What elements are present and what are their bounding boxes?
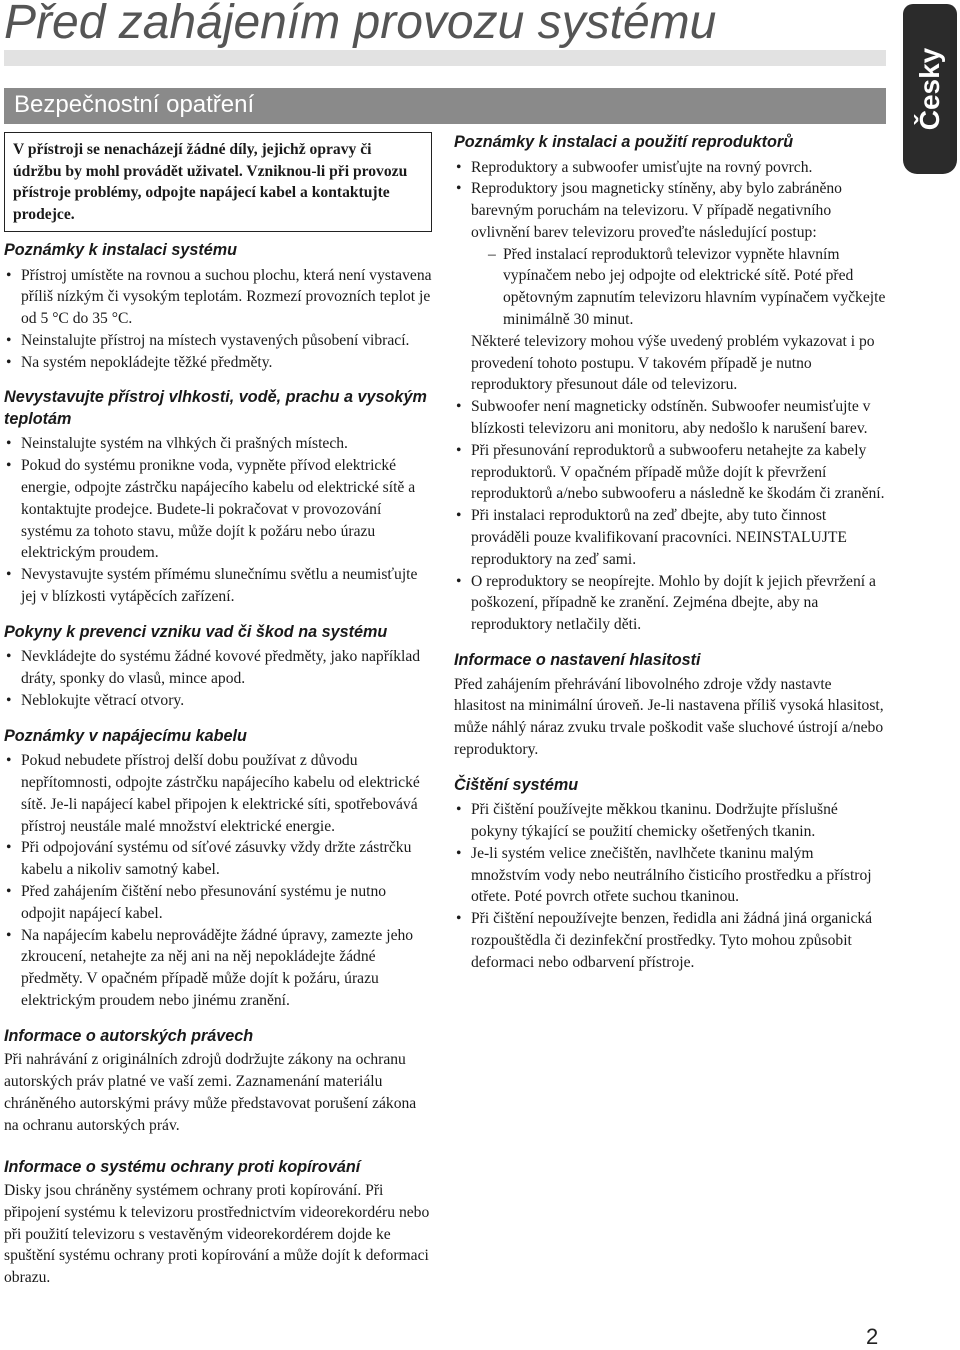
list-item: • Nevkládejte do systému žádné kovové předměty, jako například dráty, sponky do vlasů, mince apod. [4,646,432,690]
section-title: Bezpečnostní opatření [14,91,255,118]
list-item: • Pokud do systému pronikne voda, vypněte přívod elektrické energie, odpojte zástrčku napájecího kabelu od elektrické sítě a kontaktujte prodejce. Budete-li pokračovat v provozování systému za tohoto stavu, může dojít k požáru nebo úrazu elektrickým proudem. [4,455,432,564]
volume-text: Před zahájením přehrávání libovolného zdroje vždy nastavte hlasitost na minimální úroveň. Je-li nastavena příliš vysoká hlasitost, může náhlý náraz zvuku trvale poškodit vaše sluchové ústrojí a/nebo reproduktory. [454,675,884,758]
right-column [454,132,886,974]
list-item: • Před zahájením čištění nebo přesunování systému je nutno odpojit napájecí kabel. [4,881,432,925]
section-header [4,88,886,124]
list-item: • Na systém nepokládejte těžké předměty. [4,352,432,374]
moisture-list [4,433,432,607]
page-title: Před zahájením provozu systému [4,0,717,49]
heading-speakers: Poznámky k instalaci a použití reproduktorů [454,133,794,151]
list-item: • Na napájecím kabelu neprovádějte žádné úpravy, zamezte jeho zkroucení, netahejte za něj ani na něj nepokládejte žádné předměty. V opačném případě může dojít k požáru, úrazu elektrickým proudem nebo jinému zranění. [4,925,432,1012]
list-item: • Při čištění nepoužívejte benzen, ředidla ani žádná jiná organická rozpouštědla či dezinfekční prostředky. Tyto mohou způsobit deformaci nebo odbarvení přístroje. [454,908,886,973]
heading-moisture: Nevystavujte přístroj vlhkosti, vodě, prachu a vysokým teplotám [4,388,427,428]
list-item: • Reproduktory a subwoofer umisťujte na rovný povrch. [454,157,886,179]
copy-protection-text: Disky jsou chráněny systémem ochrany proti kopírování. Při připojení systému k televizoru prostřednictvím videorekordéru nebo při použití televizoru s vestavěným videorekordérem dojde ke spuštění systému ochrany proti kopírování a může dojít k deformaci obrazu. [4,1182,430,1287]
title-rule [4,50,886,66]
power-cable-list [4,750,432,1012]
list-item: • Neblokujte větrací otvory. [4,690,432,712]
copyright-text: Při nahrávání z originálních zdrojů dodržujte zákony na ochranu autorských práv platné ve vaší zemi. Zaznamenání materiálu chráněného autorskými právy může představovat porušení zákona na ochranu autorských práv. [4,1051,417,1134]
list-item [454,178,886,396]
left-column [4,132,432,1289]
damage-list [4,646,432,711]
installation-list [4,265,432,374]
heading-volume: Informace o nastavení hlasitosti [454,651,701,670]
heading-copy-protection: Informace o systému ochrany proti kopírování [4,1157,361,1176]
list-item: • Pokud nebudete přístroj delší dobu používat z důvodu nepřítomnosti, odpojte zástrčku napájecího kabelu od elektrické sítě. Je-li napájecí kabel připojen k elektrické síti, spotřebovává přístroj neustále malé množství elektrické energie. [4,750,432,837]
cleaning-list [454,799,886,973]
list-item-text: Reproduktory jsou magneticky stíněny, aby bylo zabráněno barevným poruchám na televizoru. V případě negativního ovlivnění barev televizoru proveďte následující postup: [471,180,842,241]
list-item: • Při instalaci reproduktorů na zeď dbejte, aby tuto činnost prováděli pouze kvalifikovaní pracovníci. NEINSTALUJTE reproduktory na zeď sami. [454,505,886,570]
sub-list-item: – Před instalací reproduktorů televizor vypněte hlavním vypínačem nebo jej odpojte od elektrické sítě. Poté před opětovným zapnutím televizoru hlavním vypínačem vyčkejte minimálně 30 minut. [488,244,886,331]
list-item: • Při přesunování reproduktorů a subwooferu netahejte za kabely reproduktorů. V opačném případě může dojít k převržení reproduktorů a/nebo subwooferu a následně ke škodám či zranění. [454,440,886,505]
warning-box: V přístroji se nenacházejí žádné díly, jejichž opravy či údržbu by mohl provádět uživatel. Vzniknou-li při provozu přístroje problémy, odpojte napájecí kabel a kontaktujte prodejce. [4,132,432,232]
list-item: • Nevystavujte systém přímému slunečnímu světlu a neumisťujte jej v blízkosti vytápěcích zařízení. [4,564,432,608]
list-item: • Neinstalujte přístroj na místech vystavených působení vibrací. [4,330,432,352]
heading-cleaning: Čištění systému [454,775,579,794]
language-tab-label: Česky [914,47,945,131]
heading-damage: Pokyny k prevenci vzniku vad či škod na systému [4,622,388,641]
list-item: • Je-li systém velice znečištěn, navlhčete tkaninu malým množstvím vody nebo neutrálního čisticího prostředku a přístroj otřete. Poté povrch otřete suchou tkaninou. [454,843,886,908]
list-item: • Subwoofer není magneticky odstíněn. Subwoofer neumisťujte v blízkosti televizoru ani monitoru, aby nedošlo k narušení barev. [454,396,886,440]
list-item-note: Některé televizory mohou výše uvedený problém vykazovat i po provedení tohoto postupu. V takovém případě je nutno reproduktory přesunout dále od televizoru. [471,332,875,394]
heading-installation: Poznámky k instalaci systému [4,241,238,259]
sub-list [471,244,886,331]
list-item: • Přístroj umístěte na rovnou a suchou plochu, která není vystavena příliš nízkým či vysokým teplotám. Rozmezí provozních teplot je od 5 °C do 35 °C. [4,265,432,330]
list-item: • Při odpojování systému od síťové zásuvky vždy držte zástrčku kabelu a nikoliv samotný kabel. [4,837,432,881]
heading-power-cable: Poznámky v napájecímu kabelu [4,726,247,745]
page-number: 2 [866,1324,879,1349]
speakers-list [454,157,886,637]
list-item: • O reproduktory se neopírejte. Mohlo by dojít k jejich převržení a poškození, případně ke zranění. Zejména dbejte, aby na reproduktory netlačily děti. [454,571,886,636]
list-item: • Při čištění používejte měkkou tkaninu. Dodržujte příslušné pokyny týkající se použití chemicky ošetřených tkanin. [454,799,886,843]
heading-copyright: Informace o autorských právech [4,1026,254,1045]
list-item: • Neinstalujte systém na vlhkých či prašných místech. [4,433,432,455]
language-tab [903,4,957,174]
